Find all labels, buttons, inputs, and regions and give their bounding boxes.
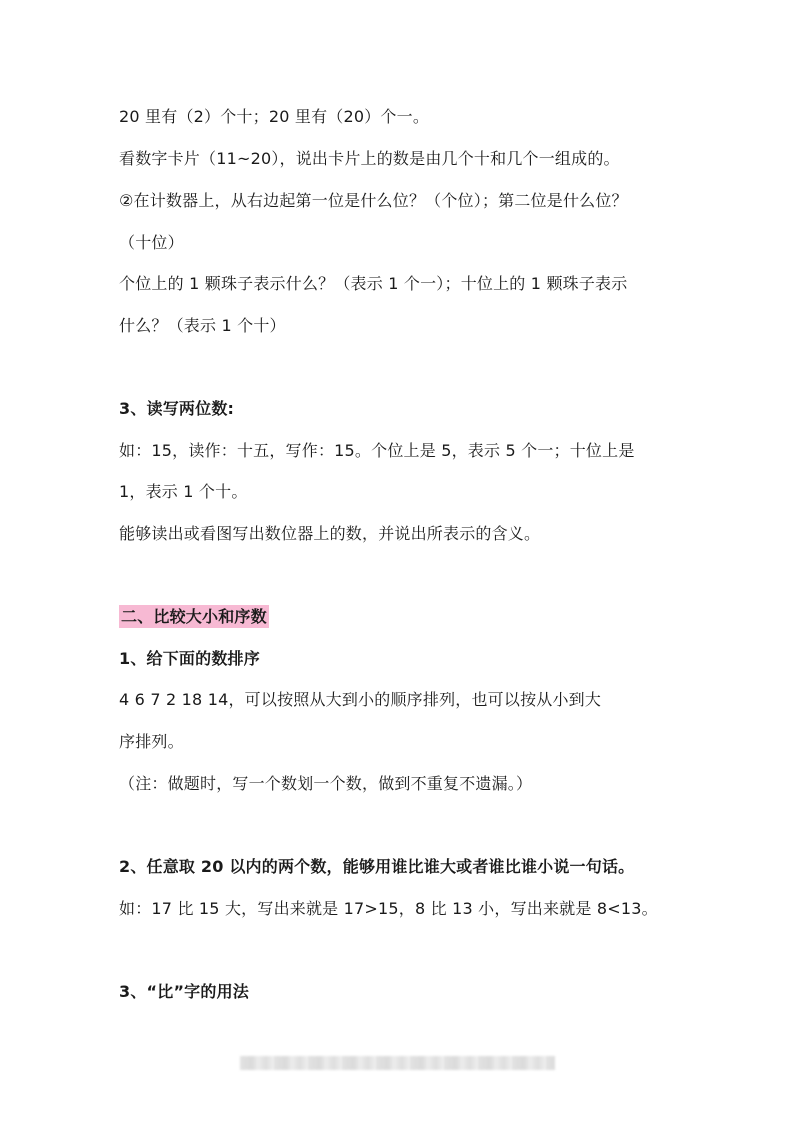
heading-sort-numbers: 1、给下面的数排序 [119,649,260,668]
text-line-example-15-cont: 1，表示 1 个十。 [119,482,248,501]
text-line-example-15: 如：15，读作：十五，写作：15。个位上是 5，表示 5 个一；十位上是 [119,441,635,460]
section-title-compare [119,606,269,628]
text-line-counter-question: ②在计数器上，从右边起第一位是什么位？（个位）；第二位是什么位？ [119,191,628,210]
text-line-read-counter: 能够读出或看图写出数位器上的数，并说出所表示的含义。 [119,524,541,543]
text-line-sort-example-cont: 序排列。 [119,732,184,751]
text-line-note: （注：做题时，写一个数划一个数，做到不重复不遗漏。） [119,774,533,793]
text-line-sort-example: 4 6 7 2 18 14，可以按照从大到小的顺序排列，也可以按从小到大 [119,690,602,709]
blurred-footer-watermark [240,1056,555,1070]
text-line-tens-ones: 20 里有（2）个十；20 里有（20）个一。 [119,107,430,126]
text-line-tens-answer: （十位） [119,233,184,252]
text-line-number-cards: 看数字卡片（11~20），说出卡片上的数是由几个十和几个一组成的。 [119,149,620,168]
text-line-bead-answer: 什么？（表示 1 个十） [119,316,286,335]
text-line-compare-example: 如：17 比 15 大，写出来就是 17>15，8 比 13 小，写出来就是 8<13。 [119,899,658,918]
section-title-highlight: 二、比较大小和序数 [121,607,267,626]
text-line-bead-question: 个位上的 1 颗珠子表示什么？（表示 1 个一）；十位上的 1 颗珠子表示 [119,274,628,293]
heading-compare-two-numbers: 2、任意取 20 以内的两个数，能够用谁比谁大或者谁比谁小说一句话。 [119,857,635,876]
heading-read-write-two-digit: 3、读写两位数: [119,399,235,418]
heading-bi-usage: 3、“比”字的用法 [119,982,249,1001]
